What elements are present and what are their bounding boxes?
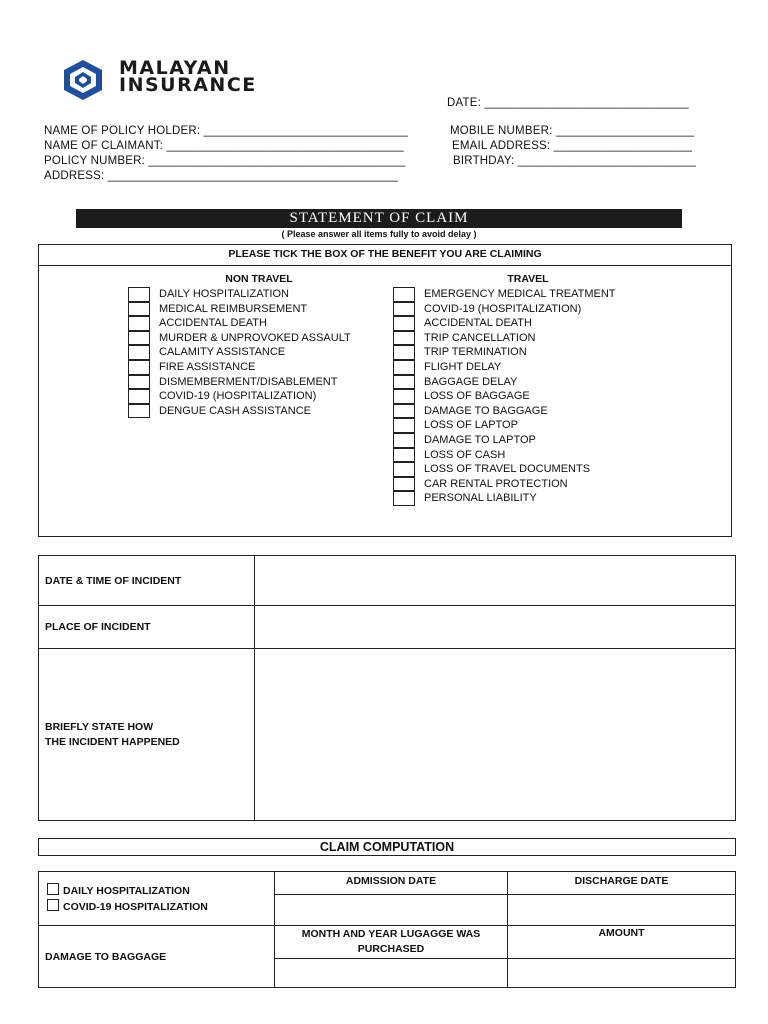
benefit-label: COVID-19 (HOSPITALIZATION) [159, 390, 317, 403]
purchase-date-header-line-1: MONTH AND YEAR LUGAGGE WAS [301, 928, 481, 940]
damage-to-baggage-label: DAMAGE TO BAGGAGE [39, 926, 275, 988]
benefit-option[interactable] [128, 389, 388, 404]
benefit-checkbox[interactable] [393, 360, 415, 375]
benefit-option[interactable] [393, 331, 673, 346]
discharge-date-input[interactable] [508, 895, 736, 926]
benefit-option[interactable] [393, 433, 673, 448]
policy-holder-field[interactable]: NAME OF POLICY HOLDER: _______________________________ [44, 125, 409, 137]
benefit-option[interactable] [128, 375, 388, 390]
benefit-label: FLIGHT DELAY [424, 360, 502, 373]
benefit-checkbox[interactable] [128, 360, 150, 375]
benefit-label: TRIP TERMINATION [424, 346, 527, 359]
travel-heading: TRAVEL [507, 273, 549, 285]
benefit-label: ACCIDENTAL DEATH [159, 317, 267, 330]
benefit-checkbox[interactable] [128, 375, 150, 390]
logo-hexagon-icon [60, 58, 106, 102]
amount-input[interactable] [508, 959, 736, 988]
benefit-option[interactable] [393, 491, 673, 506]
incident-datetime-label: DATE & TIME OF INCIDENT [39, 556, 255, 606]
non-travel-heading: NON TRAVEL [225, 273, 293, 285]
incident-description-line-2: THE INCIDENT HAPPENED [45, 735, 180, 748]
benefit-option[interactable] [128, 331, 388, 346]
benefit-checkbox[interactable] [393, 331, 415, 346]
benefit-option[interactable] [393, 448, 673, 463]
benefit-label: DENGUE CASH ASSISTANCE [159, 404, 311, 417]
logo-line-1: MALAYAN [119, 57, 231, 79]
benefit-checkbox[interactable] [393, 345, 415, 360]
purchase-date-input[interactable] [275, 959, 508, 988]
benefit-checkbox[interactable] [128, 331, 150, 346]
daily-hospitalization-label: DAILY HOSPITALIZATION [63, 884, 190, 897]
incident-datetime-input[interactable] [255, 556, 736, 606]
benefit-label: ACCIDENTAL DEATH [424, 317, 532, 330]
benefit-label: DAMAGE TO BAGGAGE [424, 404, 548, 417]
benefit-label: MEDICAL REIMBURSEMENT [159, 302, 308, 315]
benefit-label: FIRE ASSISTANCE [159, 360, 256, 373]
admission-date-header: ADMISSION DATE [275, 872, 508, 895]
benefit-label: EMERGENCY MEDICAL TREATMENT [424, 288, 616, 300]
admission-date-input[interactable] [275, 895, 508, 926]
travel-options [393, 287, 673, 506]
date-field[interactable]: DATE: _______________________________ [447, 97, 689, 109]
non-travel-options [128, 287, 388, 418]
daily-hospitalization-option[interactable] [47, 883, 273, 899]
purchase-date-header [275, 926, 508, 959]
benefit-option[interactable] [393, 316, 673, 331]
benefit-checkbox[interactable] [128, 404, 150, 419]
company-logo [60, 58, 106, 102]
incident-place-label: PLACE OF INCIDENT [39, 606, 255, 649]
hospitalization-cell [39, 872, 275, 926]
benefit-label: LOSS OF TRAVEL DOCUMENTS [424, 463, 591, 476]
benefit-option[interactable] [393, 345, 673, 360]
benefit-label: DAMAGE TO LAPTOP [424, 433, 536, 446]
benefit-checkbox[interactable] [128, 389, 150, 404]
incident-table [38, 555, 736, 821]
benefit-option[interactable] [393, 389, 673, 404]
benefit-label: LOSS OF BAGGAGE [424, 390, 530, 403]
benefit-checkbox[interactable] [393, 448, 415, 463]
claimant-field[interactable]: NAME OF CLAIMANT: ____________________________________ [44, 140, 404, 152]
benefit-option[interactable] [128, 345, 388, 360]
benefit-checkbox[interactable] [393, 316, 415, 331]
benefit-checkbox[interactable] [393, 433, 415, 448]
daily-hospitalization-checkbox[interactable] [47, 883, 59, 895]
incident-description-input[interactable] [255, 649, 736, 821]
benefit-label: PERSONAL LIABILITY [424, 492, 537, 505]
benefit-label: CALAMITY ASSISTANCE [159, 346, 286, 359]
policy-number-field[interactable]: POLICY NUMBER: _______________________________________ [44, 155, 406, 167]
benefit-checkbox[interactable] [393, 404, 415, 419]
claim-computation-title: CLAIM COMPUTATION [38, 838, 736, 856]
covid-hospitalization-checkbox[interactable] [47, 899, 59, 911]
email-field[interactable]: EMAIL ADDRESS: _____________________ [452, 140, 693, 152]
tick-instruction: PLEASE TICK THE BOX OF THE BENEFIT YOU ARE CLAIMING [38, 244, 732, 266]
benefit-option[interactable] [393, 418, 673, 433]
benefit-option[interactable] [393, 287, 673, 302]
incident-description-label [39, 649, 255, 821]
amount-header: AMOUNT [508, 926, 736, 959]
benefit-checkbox[interactable] [128, 316, 150, 331]
mobile-field[interactable]: MOBILE NUMBER: _____________________ [450, 125, 695, 137]
benefit-option[interactable] [128, 316, 388, 331]
benefit-checkbox[interactable] [393, 491, 415, 506]
claim-computation-table [38, 871, 736, 988]
incident-place-input[interactable] [255, 606, 736, 649]
benefit-checkbox[interactable] [393, 389, 415, 404]
benefit-label: MURDER & UNPROVOKED ASSAULT [159, 331, 351, 344]
benefit-checkbox[interactable] [393, 477, 415, 492]
benefit-option[interactable] [128, 302, 388, 317]
benefit-option[interactable] [393, 404, 673, 419]
benefit-checkbox[interactable] [128, 287, 150, 302]
benefit-option[interactable] [393, 360, 673, 375]
form-title: STATEMENT OF CLAIM [76, 209, 682, 228]
benefit-checkbox[interactable] [393, 418, 415, 433]
form-subtitle: ( Please answer all items fully to avoid delay ) [281, 229, 477, 239]
birthday-field[interactable]: BIRTHDAY: ___________________________ [453, 155, 696, 167]
address-field[interactable]: ADDRESS: ____________________________________________ [44, 170, 398, 182]
benefit-checkbox[interactable] [393, 287, 415, 302]
covid-hospitalization-option[interactable] [47, 899, 273, 915]
purchase-date-header-line-2: PURCHASED [357, 943, 425, 955]
benefit-label: TRIP CANCELLATION [424, 331, 536, 344]
benefit-label: LOSS OF CASH [424, 448, 506, 461]
benefit-checkbox[interactable] [128, 345, 150, 360]
benefit-label: LOSS OF LAPTOP [424, 419, 518, 432]
benefit-option[interactable] [128, 360, 388, 375]
logo-wordmark [119, 57, 257, 96]
benefit-label: DISMEMBERMENT/DISABLEMENT [159, 375, 338, 388]
benefit-option[interactable] [393, 302, 673, 317]
benefit-checkbox[interactable] [393, 302, 415, 317]
benefit-option[interactable] [393, 462, 673, 477]
benefit-label: BAGGAGE DELAY [424, 375, 518, 388]
logo-line-2: INSURANCE [119, 74, 257, 96]
benefit-checkbox[interactable] [128, 302, 150, 317]
incident-description-line-1: BRIEFLY STATE HOW [45, 720, 154, 733]
benefit-label: COVID-19 (HOSPITALIZATION) [424, 302, 582, 315]
benefit-checkbox[interactable] [393, 375, 415, 390]
benefit-label: CAR RENTAL PROTECTION [424, 477, 568, 490]
benefit-option[interactable] [393, 477, 673, 492]
benefit-option[interactable] [128, 287, 388, 302]
benefit-checkbox[interactable] [393, 462, 415, 477]
discharge-date-header: DISCHARGE DATE [508, 872, 736, 895]
covid-hospitalization-label: COVID-19 HOSPITALIZATION [63, 900, 208, 913]
benefit-label: DAILY HOSPITALIZATION [159, 288, 289, 300]
benefit-option[interactable] [393, 375, 673, 390]
benefit-option[interactable] [128, 404, 388, 419]
